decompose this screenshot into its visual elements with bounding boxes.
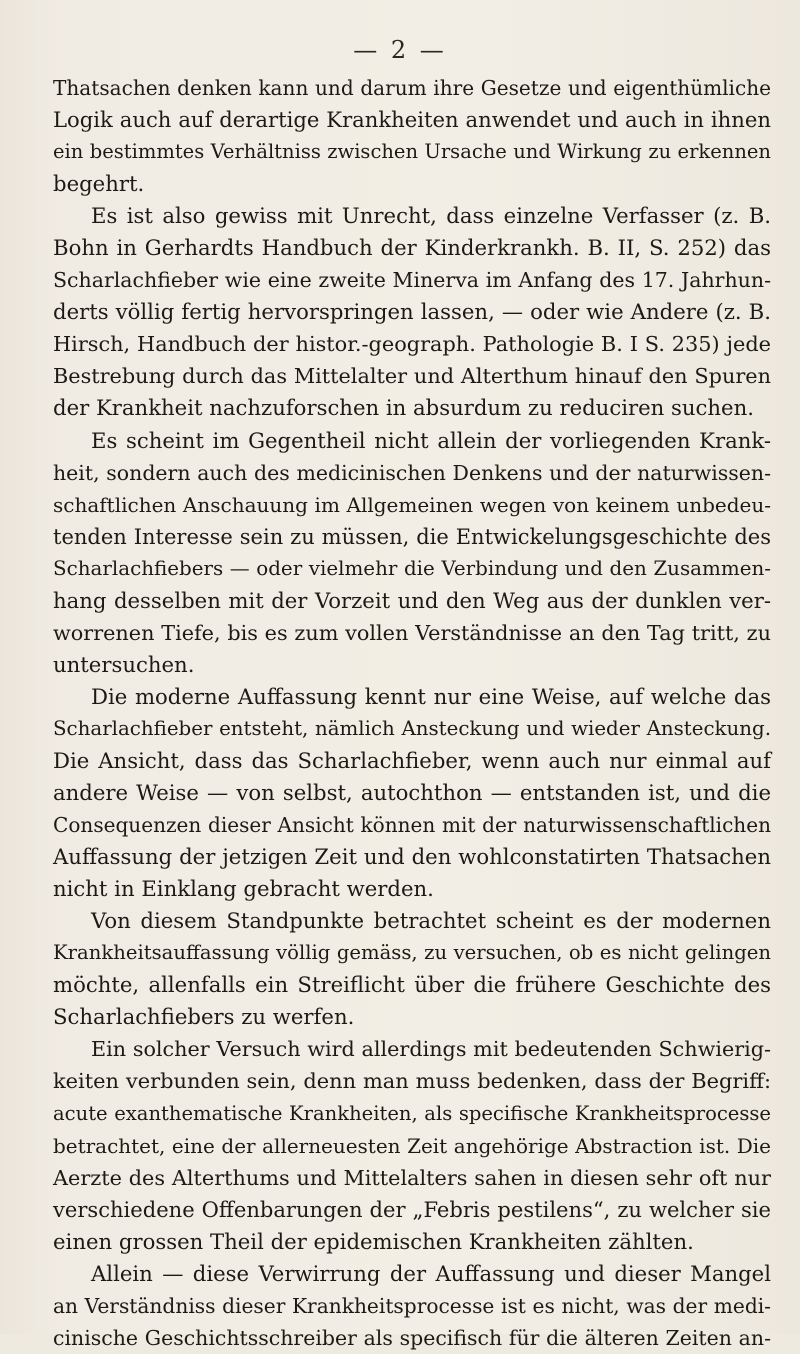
text-line: möchte, allenfalls ein Streiflicht über die frühere Geschichte des xyxy=(53,972,771,998)
text-line: worrenen Tiefe, bis es zum vollen Verständnisse an den Tag tritt, zu xyxy=(53,620,771,645)
text-line: einen grossen Theil der epidemischen Krankheiten zählten. xyxy=(53,1228,694,1254)
text-line: Scharlachfiebers zu werfen. xyxy=(53,1004,355,1030)
text-line: derts völlig fertig hervorspringen lassen, — oder wie Andere (z. B. xyxy=(53,299,771,325)
text-line: heit, sondern auch des medicinischen Denkens und der naturwissen- xyxy=(53,460,771,485)
text-line: Bestrebung durch das Mittelalter und Alterthum hinauf den Spuren xyxy=(53,364,771,389)
text-line: Allein — diese Verwirrung der Auffassung und dieser Mangel xyxy=(91,1260,771,1286)
body-text xyxy=(53,72,771,1354)
text-line: Es scheint im Gegentheil nicht allein der vorliegenden Krank- xyxy=(91,427,771,453)
text-line: Von diesem Standpunkte betrachtet scheint es der modernen xyxy=(91,908,771,934)
text-line: tenden Interesse sein zu müssen, die Entwickelungsgeschichte des xyxy=(53,524,771,549)
text-line: Scharlachfiebers — oder vielmehr die Verbindung und den Zusammen- xyxy=(53,556,771,580)
text-line: Scharlachfieber wie eine zweite Minerva im Anfang des 17. Jahrhun- xyxy=(53,268,771,293)
text-line: nicht in Einklang gebracht werden. xyxy=(53,876,434,902)
text-line: Es ist also gewiss mit Unrecht, dass einzelne Verfasser (z. B. xyxy=(91,203,771,229)
text-line: begehrt. xyxy=(53,171,145,197)
text-line: Die Ansicht, dass das Scharlachfieber, wenn auch nur einmal auf xyxy=(53,747,771,773)
text-line: hang desselben mit der Vorzeit und den Weg aus der dunklen ver- xyxy=(53,587,771,613)
text-line: an Verständniss dieser Krankheitsprocesse ist es nicht, was der medi- xyxy=(53,1293,771,1318)
text-line: Scharlachfieber entsteht, nämlich Ansteckung und wieder Ansteckung. xyxy=(53,716,771,740)
text-line: Logik auch auf derartige Krankheiten anwendet und auch in ihnen xyxy=(53,107,771,133)
text-line: cinische Geschichtsschreiber als specifisch für die älteren Zeiten an- xyxy=(53,1325,771,1350)
text-line: Die moderne Auffassung kennt nur eine Weise, auf welche das xyxy=(91,683,771,709)
text-line: Auffassung der jetzigen Zeit und den wohlconstatirten Thatsachen xyxy=(53,844,771,870)
text-line: Consequenzen dieser Ansicht können mit der naturwissenschaftlichen xyxy=(53,813,771,838)
text-line: untersuchen. xyxy=(53,651,195,677)
text-line: Thatsachen denken kann und darum ihre Gesetze und eigenthümliche xyxy=(53,76,771,100)
text-line: ein bestimmtes Verhältniss zwischen Ursache und Wirkung zu erkennen xyxy=(53,140,771,164)
text-line: Krankheitsauffassung völlig gemäss, zu versuchen, ob es nicht gelingen xyxy=(53,941,771,965)
text-line: verschiedene Offenbarungen der „Febris pestilens“, zu welcher sie xyxy=(53,1196,771,1222)
text-line: Bohn in Gerhardts Handbuch der Kinderkrankh. B. II, S. 252) das xyxy=(53,235,771,261)
text-line: Ein solcher Versuch wird allerdings mit bedeutenden Schwierig- xyxy=(91,1037,771,1062)
text-line: der Krankheit nachzuforschen in absurdum zu reduciren suchen. xyxy=(53,395,754,421)
text-line: acute exanthematische Krankheiten, als specifische Krankheitsprocesse xyxy=(53,1101,771,1125)
text-line: Aerzte des Alterthums und Mittelalters sahen in diesen sehr oft nur xyxy=(53,1165,771,1190)
page-number: — 2 — xyxy=(353,36,447,64)
text-line: schaftlichen Anschauung im Allgemeinen wegen von keinem unbedeu- xyxy=(53,492,771,517)
text-line: keiten verbunden sein, denn man muss bedenken, dass der Begriff: xyxy=(53,1069,771,1094)
text-line: betrachtet, eine der allerneuesten Zeit angehörige Abstraction ist. Die xyxy=(53,1133,771,1158)
text-line: Hirsch, Handbuch der histor.-geograph. Pathologie B. I S. 235) jede xyxy=(53,332,771,357)
text-line: andere Weise — von selbst, autochthon — entstanden ist, und die xyxy=(53,780,771,806)
